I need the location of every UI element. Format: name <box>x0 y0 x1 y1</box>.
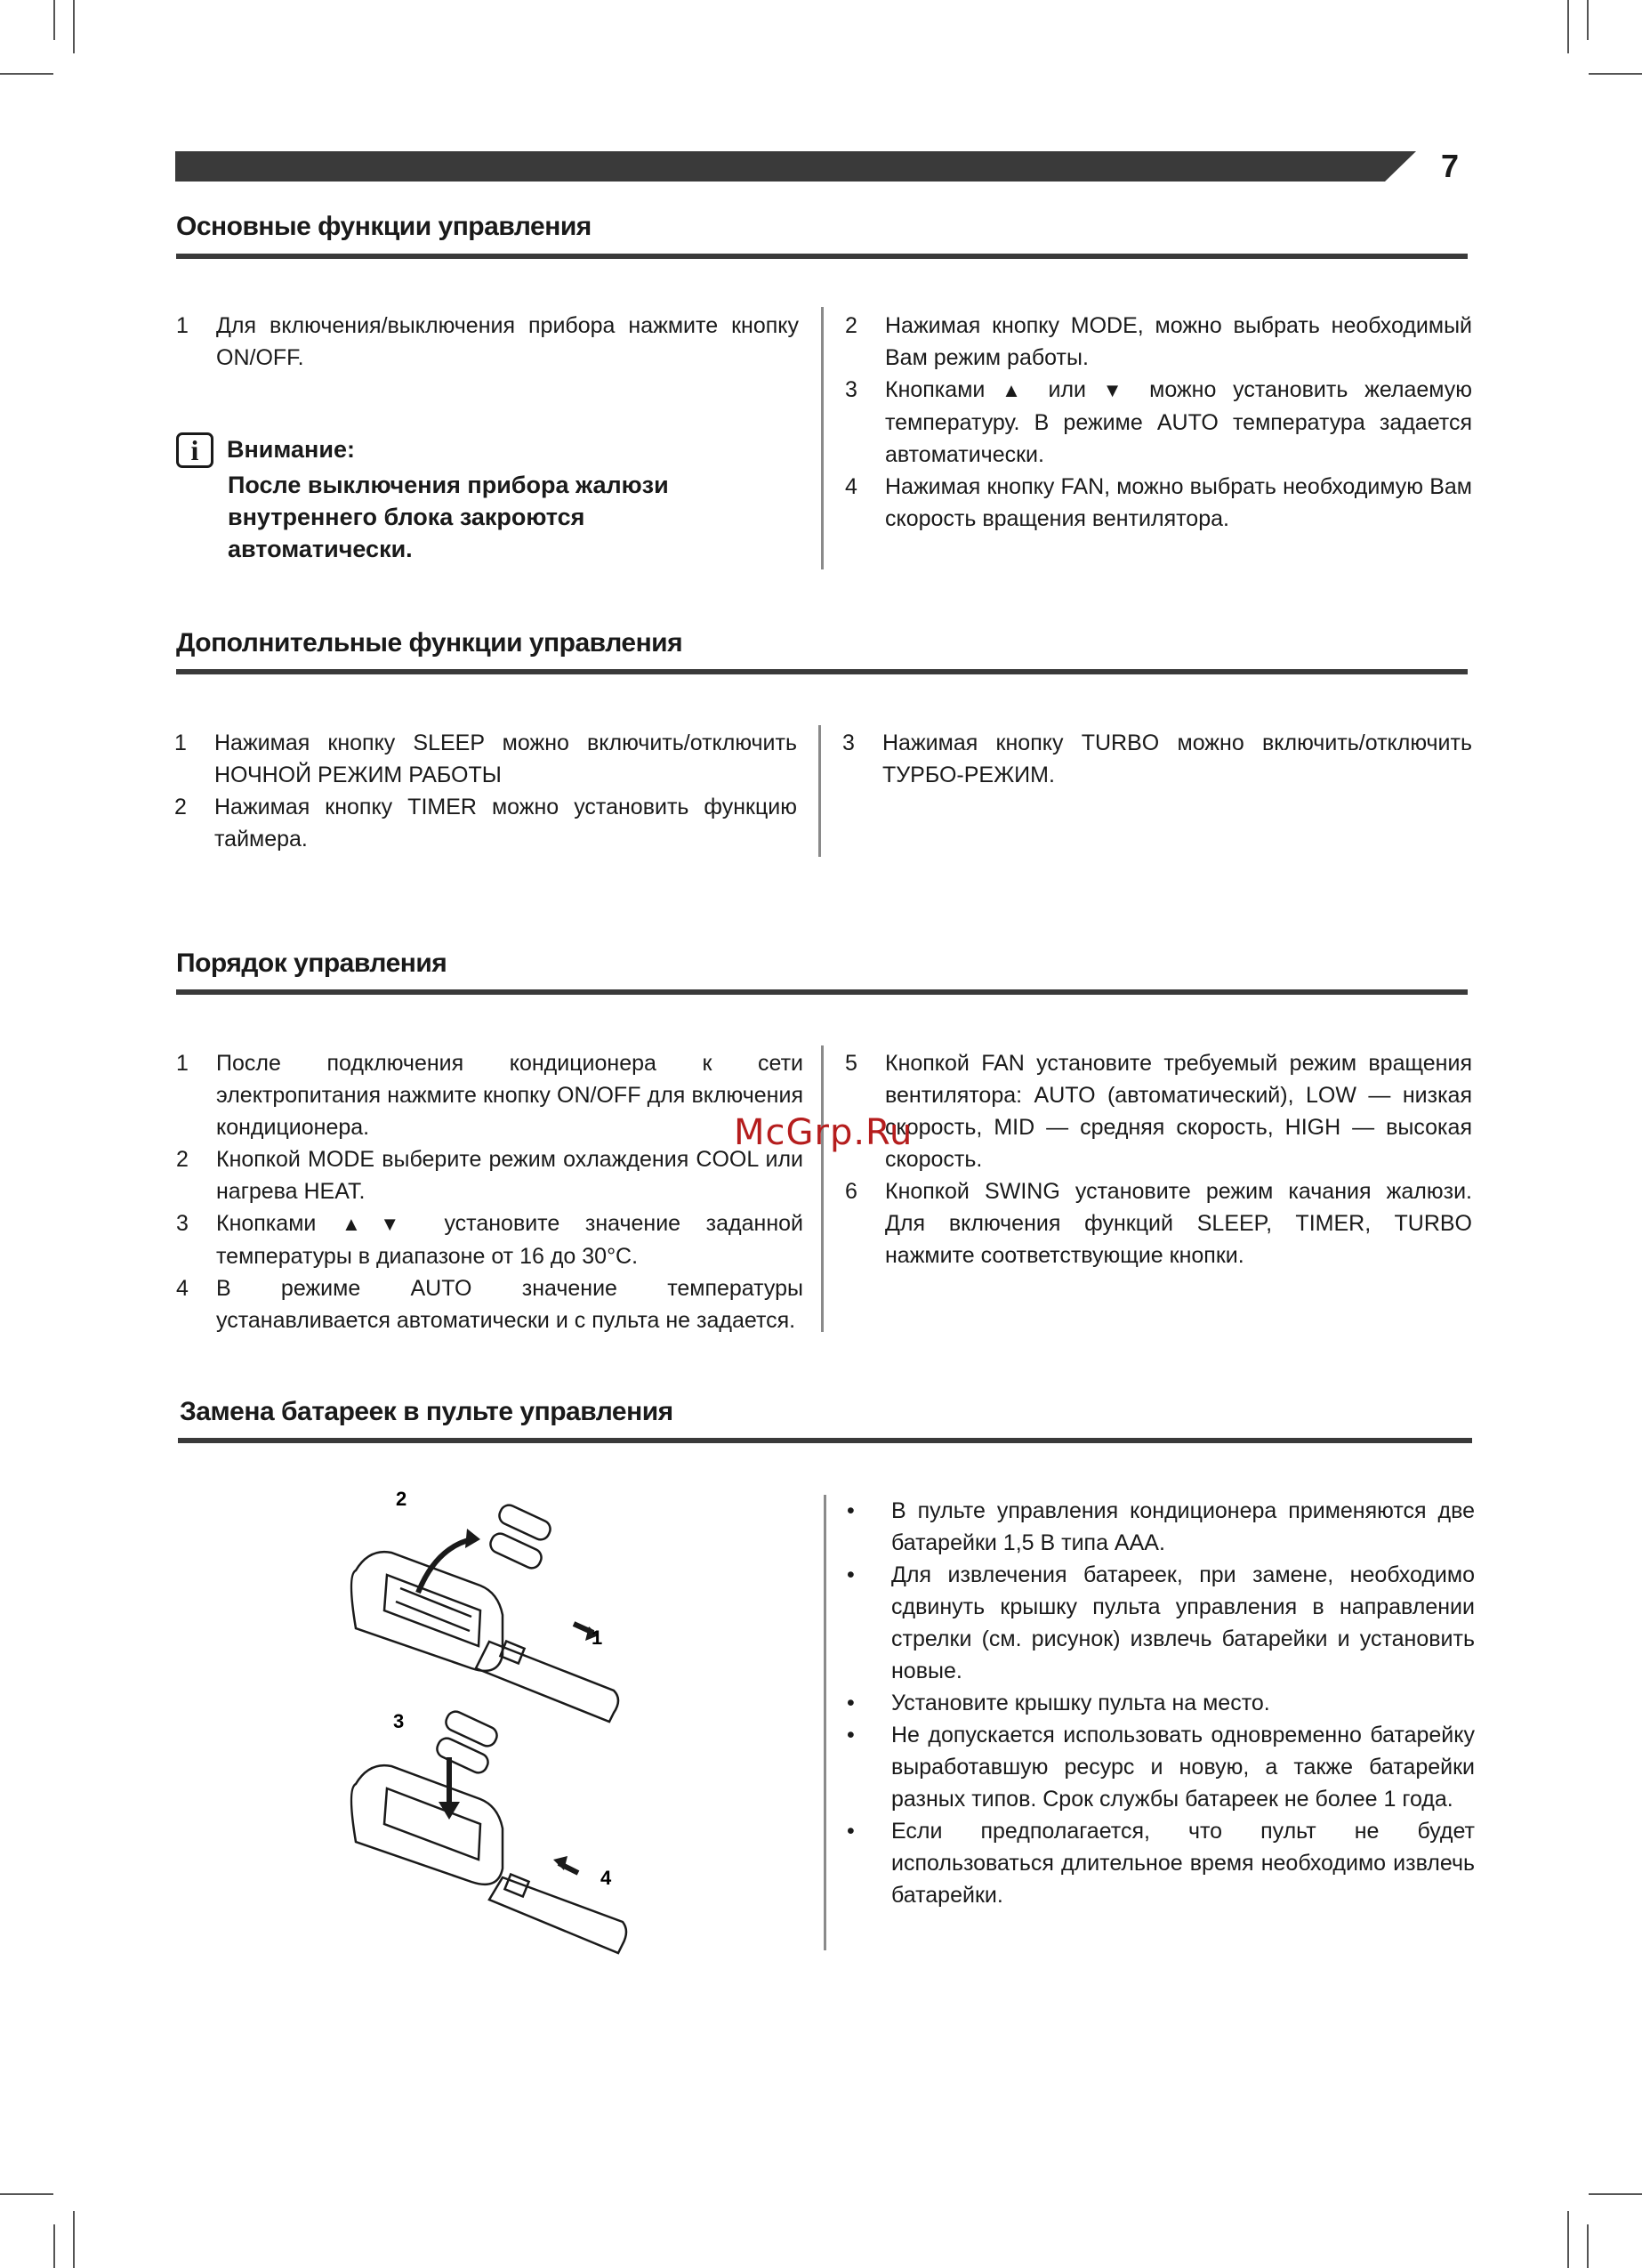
item-text: Кнопкой SWING установите режим качания жалюзи. Для включения функций SLEEP, TIMER, TURBO нажмите соответствующие кнопки. <box>885 1179 1472 1268</box>
item-text: Если предполагается, что пульт не будет использоваться длительное время необходимо извлечь батарейки. <box>891 1819 1475 1908</box>
crop-mark <box>73 0 75 53</box>
note-body: После выключения прибора жалюзи внутреннего блока закроются автоматически. <box>228 472 669 562</box>
item-number: 2 <box>174 795 187 819</box>
item-number: 3 <box>842 730 855 755</box>
list-item <box>176 1143 803 1207</box>
section-rule <box>176 669 1468 674</box>
list-item <box>176 1272 803 1336</box>
item-number: 4 <box>845 474 857 499</box>
section-title-batteries: Замена батареек в пульте управления <box>180 1397 673 1426</box>
down-arrow-icon: ▼ <box>1102 379 1133 401</box>
up-down-arrow-icon: ▲▼ <box>341 1213 419 1235</box>
bullet: • <box>847 1562 855 1587</box>
figure-label-1: 1 <box>592 1626 603 1649</box>
figure-label-4: 4 <box>600 1867 612 1889</box>
additional-right-list <box>842 727 1472 791</box>
crop-mark <box>1589 73 1642 75</box>
battery-replacement-illustration <box>347 1486 649 1984</box>
section-title-additional: Дополнительные функции управления <box>176 628 683 658</box>
list-item <box>845 374 1472 471</box>
item-text: Для включения/выключения прибора нажмите кнопку ON/OFF. <box>216 313 799 370</box>
header-bar <box>175 151 1416 182</box>
section-rule <box>176 254 1468 259</box>
crop-mark <box>53 0 55 40</box>
item-number: 4 <box>176 1276 189 1301</box>
crop-mark <box>1567 2211 1569 2268</box>
item-number: 3 <box>845 377 857 402</box>
item-text: Кнопкой MODE выберите режим охлаждения COOL или нагрева HEAT. <box>216 1147 803 1204</box>
list-item <box>176 310 799 374</box>
list-item <box>174 727 797 791</box>
item-text: Для извлечения батареек, при замене, необходимо сдвинуть крышку пульта управления в направлении стрелки (см. рисунок) извлечь батарейки и установить новые. <box>891 1562 1475 1683</box>
battery-bullet-list <box>843 1495 1475 1911</box>
page-number: 7 <box>1441 148 1460 184</box>
list-item <box>843 1495 1475 1559</box>
list-item <box>843 1815 1475 1911</box>
additional-left-list <box>174 727 797 855</box>
list-item <box>174 791 797 855</box>
item-text: Нажимая кнопку TIMER можно установить функцию таймера. <box>214 795 797 852</box>
column-separator <box>821 307 824 569</box>
info-icon: i <box>176 432 213 468</box>
list-item <box>176 1047 803 1143</box>
column-separator <box>821 1045 824 1332</box>
list-item <box>843 1559 1475 1687</box>
bullet: • <box>847 1819 855 1844</box>
note-title: Внимание: <box>227 436 355 463</box>
crop-mark <box>1567 0 1569 53</box>
item-number: 3 <box>176 1211 189 1236</box>
column-separator <box>818 725 821 857</box>
item-text: Нажимая кнопку MODE, можно выбрать необходимый Вам режим работы. <box>885 313 1472 370</box>
figure-label-2: 2 <box>396 1488 407 1510</box>
bullet: • <box>847 1723 855 1747</box>
item-number: 1 <box>174 730 187 755</box>
item-number: 6 <box>845 1179 857 1204</box>
section-rule <box>176 989 1468 995</box>
list-item <box>845 1175 1472 1271</box>
list-item <box>843 1719 1475 1815</box>
item-text: Кнопкой FAN установите требуемый режим вращения вентилятора: AUTO (автоматический), LOW — низкая скорость, MID — средняя скорость, HIGH — высокая скорость. <box>885 1051 1472 1172</box>
crop-mark <box>73 2211 75 2268</box>
order-right-list <box>845 1047 1472 1271</box>
item-number: 1 <box>176 313 189 338</box>
figure-label-3: 3 <box>393 1710 405 1732</box>
item-text: Не допускается использовать одновременно батарейку выработавшую ресурс и новую, а также батарейки разных типов. Срок службы батареек не более 1 года. <box>891 1723 1475 1812</box>
section-title-basic: Основные функции управления <box>176 212 592 241</box>
list-item <box>176 1207 803 1272</box>
crop-mark <box>53 2224 55 2268</box>
basic-left-list <box>176 310 799 374</box>
list-item <box>845 471 1472 535</box>
watermark: McGrp.Ru <box>734 1112 914 1153</box>
list-item <box>843 1687 1475 1719</box>
item-text: Кнопками ▲ или ▼ можно установить желаемую температуру. В режиме AUTO температура задается автоматически. <box>885 377 1473 467</box>
section-rule <box>178 1438 1472 1443</box>
order-left-list <box>176 1047 803 1336</box>
item-number: 2 <box>845 313 857 338</box>
item-text: Кнопками ▲▼ установите значение заданной температуры в диапазоне от 16 до 30°С. <box>216 1211 804 1269</box>
basic-right-list <box>845 310 1472 535</box>
list-item <box>845 310 1472 374</box>
up-arrow-icon: ▲ <box>1002 379 1032 401</box>
item-text: Нажимая кнопку FAN, можно выбрать необходимую Вам скорость вращения вентилятора. <box>885 474 1472 531</box>
item-number: 2 <box>176 1147 189 1172</box>
item-text: В режиме AUTO значение температуры устанавливается автоматически и с пульта не задается. <box>216 1276 803 1333</box>
item-text: Нажимая кнопку SLEEP можно включить/отключить НОЧНОЙ РЕЖИМ РАБОТЫ <box>214 730 797 787</box>
crop-mark <box>0 73 53 75</box>
column-separator <box>824 1495 826 1950</box>
item-text: Нажимая кнопку TURBO можно включить/отключить ТУРБО-РЕЖИМ. <box>882 730 1472 787</box>
crop-mark <box>1587 0 1589 40</box>
section-title-order: Порядок управления <box>176 948 447 978</box>
crop-mark <box>1589 2193 1642 2195</box>
list-item <box>842 727 1472 791</box>
list-item <box>845 1047 1472 1175</box>
bullet: • <box>847 1691 855 1715</box>
bullet: • <box>847 1498 855 1523</box>
item-number: 5 <box>845 1051 857 1076</box>
item-text: Установите крышку пульта на место. <box>891 1691 1270 1715</box>
crop-mark <box>1587 2224 1589 2268</box>
item-text: После подключения кондиционера к сети электропитания нажмите кнопку ON/OFF для включения кондиционера. <box>216 1051 803 1140</box>
item-number: 1 <box>176 1051 189 1076</box>
item-text: В пульте управления кондиционера применяются две батарейки 1,5 В типа AAA. <box>891 1498 1475 1555</box>
crop-mark <box>0 2193 53 2195</box>
